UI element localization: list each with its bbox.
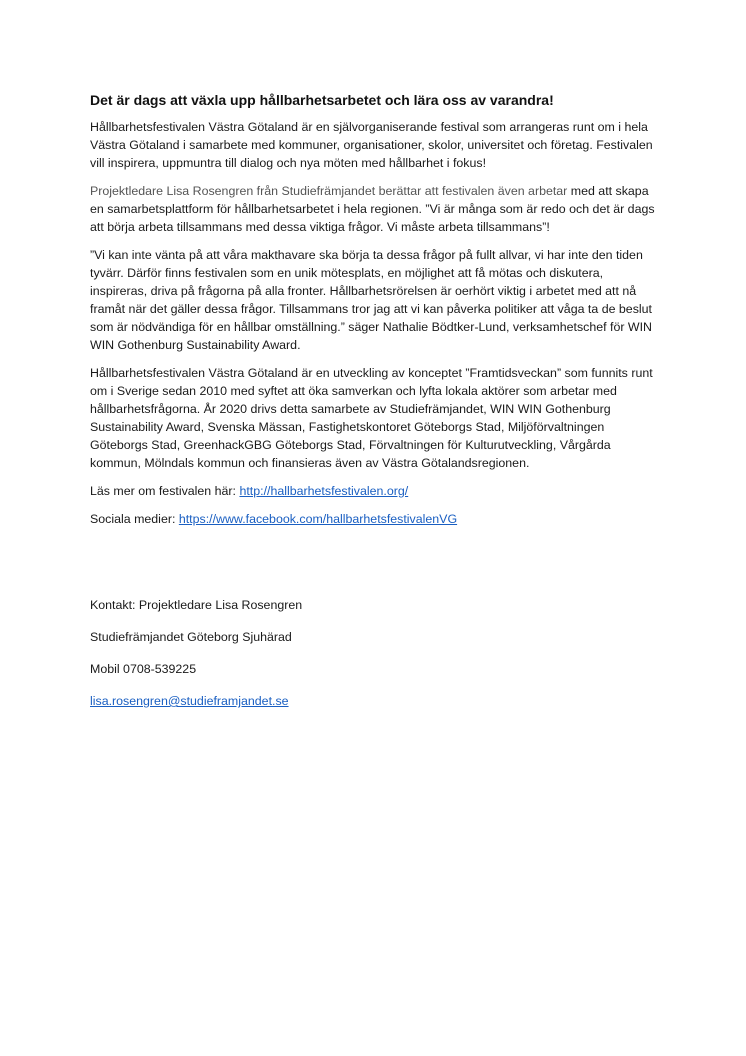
facebook-link[interactable]: https://www.facebook.com/hallbarhetsfestivalenVG: [178, 512, 458, 526]
contact-block: [90, 596, 660, 710]
paragraph-background: Hållbarhetsfestivalen Västra Götaland är en utveckling av konceptet ”Framtidsveckan” som funnits runt om i Sverige sedan 2010 med syftet att öka samverkan och lyfta lokala aktörer som arbetar med hållbarhetsfrågorna. År 2020 drivs detta samarbete av Studiefrämjandet, WIN WIN Gothenburg Sustainability Award, Svenska Mässan, Fastighetskontoret Göteborgs Stad, Miljöförvaltningen Göteborgs Stad, GreenhackGBG Göteborgs Stad, Förvaltningen för Kulturutveckling, Vårgårda kommun, Mölndals kommun och finansieras även av Västra Götalandsregionen.: [90, 366, 653, 470]
contact-email-line: [90, 692, 660, 710]
paragraph-project-leader: [90, 182, 660, 236]
contact-person: Kontakt: Projektledare Lisa Rosengren: [90, 598, 303, 612]
paragraph-project-leader-lead: Projektledare Lisa Rosengren från Studiefrämjandet berättar att festivalen även arbetar: [90, 184, 568, 198]
read-more-line: [90, 482, 660, 500]
section-spacer: [90, 538, 660, 596]
paragraph-intro: Hållbarhetsfestivalen Västra Götaland är en självorganiserande festival som arrangeras runt om i hela Västra Götaland i samarbete med kommuner, organisationer, skolor, universitet och företag. Festivalen vill inspirera, uppmuntra till dialog och nya möten med hållbarhet i fokus!: [90, 120, 653, 170]
paragraph-quote: ”Vi kan inte vänta på att våra makthavare ska börja ta dessa frågor på fullt allvar, vi har inte den tiden tyvärr. Därför finns festivalen som en unik mötesplats, en möjlighet att få mötas och diskutera, inspireras, driva på frågorna på alla fronter. Hållbarhetsrörelsen är oerhört viktig i arbetet med att nå framåt när det gäller dessa frågor. Tillsammans tror jag att vi kan påverka politiker att våga ta de beslut som är nödvändiga för en hållbar omställning.” säger Nathalie Bödtker-Lund, verksamhetschef för WIN WIN Gothenburg Sustainability Award.: [90, 248, 652, 352]
document-heading: Det är dags att växla upp hållbarhetsarbetet och lära oss av varandra!: [90, 92, 554, 108]
paragraph-project-leader-rest: med att skapa en samarbetsplattform för hållbarhetsarbetet i hela regionen. ”Vi är många som är redo och det är dags att börja arbeta tillsammans med dessa viktiga frågor. Vi måste arbeta tillsammans”!: [90, 184, 655, 234]
contact-email-link[interactable]: lisa.rosengren@studieframjandet.se: [90, 694, 289, 708]
social-media-label: Sociala medier:: [90, 512, 179, 526]
read-more-label: Läs mer om festivalen här:: [90, 484, 240, 498]
festival-website-link[interactable]: http://hallbarhetsfestivalen.org/: [239, 484, 409, 498]
social-media-line: [90, 510, 660, 528]
contact-organization: Studiefrämjandet Göteborg Sjuhärad: [90, 630, 292, 644]
contact-phone: Mobil 0708-539225: [90, 662, 197, 676]
document-page: [90, 90, 660, 724]
